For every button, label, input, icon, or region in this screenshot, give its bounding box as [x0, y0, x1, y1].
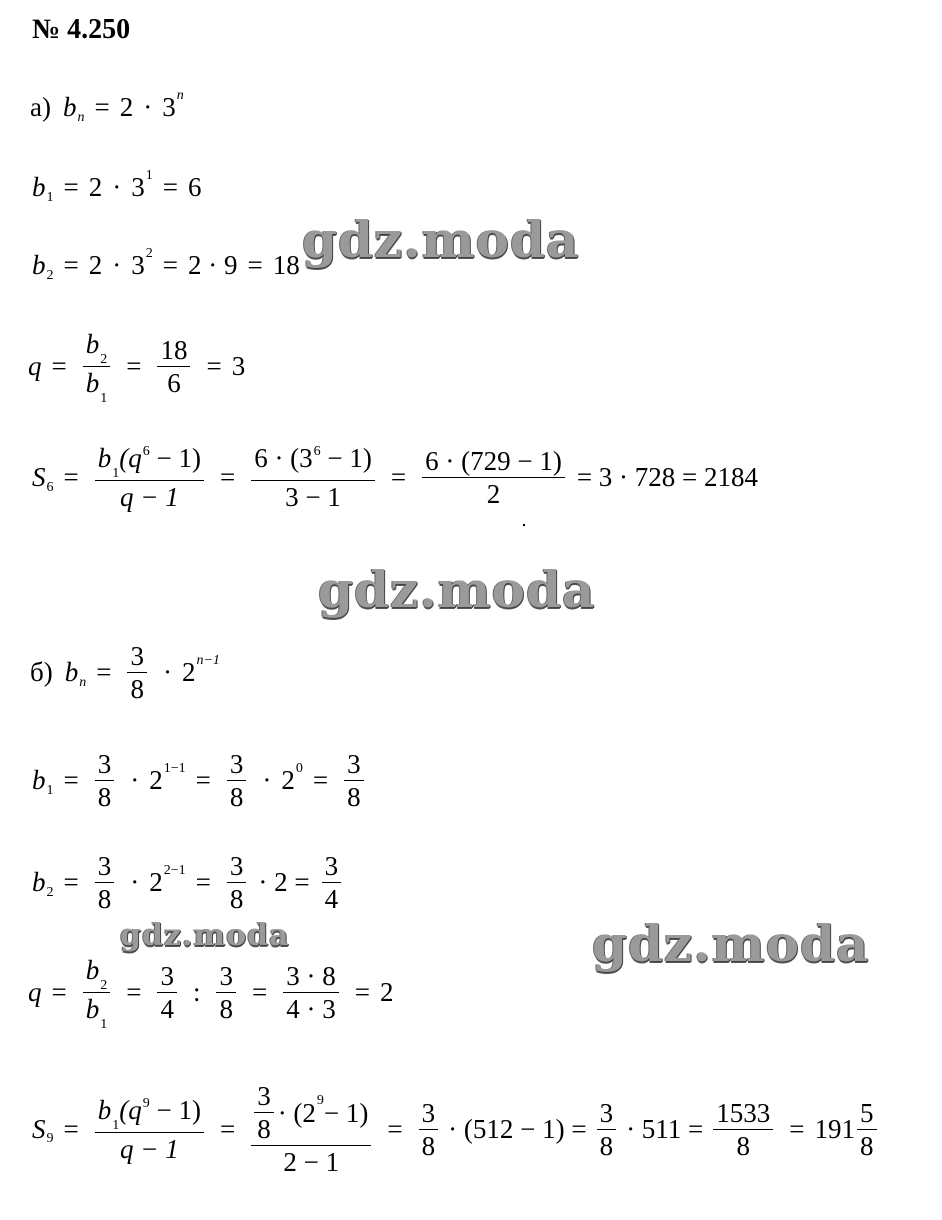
b-symbol: b	[85, 955, 100, 985]
b-symbol: b	[85, 994, 100, 1024]
denominator: 8	[229, 782, 244, 812]
denominator: 8	[130, 674, 144, 704]
tail: · 2 =	[258, 867, 310, 897]
subscript: 1	[100, 1017, 108, 1032]
b-symbol: b	[97, 443, 112, 473]
subscript: 2	[46, 884, 54, 900]
exponent: 2	[145, 245, 153, 261]
exponent: 0	[295, 760, 303, 776]
watermark: gdz.moda	[318, 560, 596, 619]
fraction	[157, 960, 177, 1025]
watermark: gdz.moda	[120, 918, 290, 953]
b-b1: b 1 = $\frac{3}{8}$ · 2 1−1 = $\frac{3}{8}$ · 2 0 = $\frac{3}{8}$	[32, 748, 370, 813]
q-part: (q	[119, 1094, 142, 1125]
b-symbol: b	[32, 867, 46, 897]
numerator: 3	[421, 1097, 436, 1128]
fraction	[216, 960, 236, 1025]
denominator: 4	[160, 994, 174, 1024]
denominator: 8	[97, 782, 112, 812]
denominator: 2	[486, 479, 501, 509]
dot: ·	[143, 92, 153, 122]
tail: − 1)	[149, 1094, 201, 1125]
fraction	[344, 748, 364, 813]
num-pre: 6 · (3	[254, 443, 313, 473]
b-symbol: b	[85, 368, 100, 398]
subscript: 2	[100, 978, 108, 993]
tail-result: = 3 · 728 = 2184	[576, 462, 759, 492]
fraction	[251, 442, 375, 513]
inner-fraction	[254, 1080, 274, 1145]
fraction	[83, 328, 111, 405]
coef: 2	[88, 250, 103, 280]
base: 2	[181, 657, 196, 687]
subscript: 1	[100, 391, 108, 406]
q-part: (q	[119, 443, 142, 473]
subscript: 1	[46, 189, 54, 205]
s-symbol: S	[32, 1113, 46, 1144]
num-end: − 1)	[323, 1097, 369, 1128]
denominator: 4	[324, 884, 339, 914]
numerator: 3	[97, 749, 112, 779]
dot: ·	[112, 172, 122, 202]
tail: · 511 =	[626, 1113, 704, 1144]
b-formula: б) b n = $\frac{3}{8}$ · 2 n−1	[30, 641, 220, 704]
denominator: 2 − 1	[283, 1147, 340, 1177]
a-b1: b 1 = 2 · 3 1 = 6	[32, 167, 202, 205]
problem-number: № 4.250	[32, 14, 131, 45]
stray-dot	[523, 524, 525, 526]
denominator: 6	[167, 368, 181, 398]
subscript: n	[79, 674, 87, 690]
numerator: 3	[324, 851, 339, 881]
dot: ·	[112, 250, 122, 280]
base: 3	[131, 172, 145, 202]
fraction	[227, 748, 247, 813]
tail: · (512 − 1) =	[448, 1113, 587, 1144]
denominator: q − 1	[119, 1133, 179, 1164]
denominator: 8	[347, 782, 361, 812]
numerator: 3	[229, 749, 244, 779]
denominator: 8	[219, 994, 233, 1024]
base: 2	[281, 765, 295, 795]
b-symbol: b	[62, 92, 77, 122]
exponent: 9	[142, 1095, 150, 1111]
subscript: 1	[112, 1117, 120, 1133]
numerator: 3	[229, 851, 244, 881]
fraction	[83, 954, 111, 1031]
fraction	[95, 1094, 204, 1165]
fraction	[597, 1097, 617, 1162]
numerator: 5	[860, 1097, 874, 1128]
fraction	[227, 850, 247, 915]
mixed-number	[815, 1097, 883, 1162]
base: 3	[131, 250, 145, 280]
fraction	[157, 334, 190, 399]
exponent: 1	[145, 167, 153, 183]
subscript: 1	[112, 466, 120, 481]
denominator: 8	[229, 884, 244, 914]
numerator: 3	[160, 961, 174, 991]
fraction	[857, 1097, 877, 1162]
numerator: 1533	[716, 1097, 771, 1128]
num-end: − 1)	[320, 443, 372, 473]
subscript: 1	[46, 782, 54, 798]
denominator: 8	[860, 1130, 874, 1161]
watermark: gdz.moda	[302, 210, 580, 269]
b-b2: b 2 = $\frac{3}{8}$ · 2 2−1 = $\frac{3}{8}$ · 2 = $\frac{3}{4}$	[32, 850, 347, 915]
watermark: gdz.moda	[592, 914, 870, 973]
b-symbol: b	[85, 329, 100, 359]
numerator: 6 · (729 − 1)	[425, 446, 562, 476]
fraction	[283, 960, 339, 1025]
a-q: q = $\frac{b_2}{b_1}$ = $\frac{18}{6}$ = 3	[28, 329, 246, 406]
exponent: 1−1	[163, 760, 186, 776]
fraction	[95, 748, 115, 813]
denominator: 8	[736, 1130, 751, 1161]
numerator: 3	[599, 1097, 614, 1128]
denominator: 8	[599, 1130, 614, 1161]
exponent: n−1	[196, 652, 220, 668]
subscript: 2	[100, 352, 108, 367]
exponent: 6	[313, 444, 321, 459]
base: 3	[162, 92, 176, 122]
s-symbol: S	[32, 462, 46, 492]
whole: 191	[814, 1113, 856, 1144]
fraction	[422, 445, 565, 510]
numerator: 3	[347, 749, 361, 779]
exponent: 2−1	[163, 862, 186, 878]
denominator: 3 − 1	[285, 482, 341, 512]
result: 6	[187, 172, 202, 202]
b-symbol: b	[32, 765, 46, 795]
q-symbol: q	[28, 977, 42, 1007]
coef: 2	[88, 172, 103, 202]
b-symbol: b	[32, 250, 46, 280]
exponent: 6	[142, 444, 150, 459]
exponent: 9	[316, 1092, 324, 1108]
mid: 2 · 9	[187, 250, 238, 280]
subscript: 9	[46, 1131, 54, 1146]
base: 2	[149, 765, 163, 795]
numerator: 3	[130, 641, 144, 671]
numerator: 3	[257, 1081, 271, 1111]
part-b-label: б)	[30, 657, 53, 687]
b-symbol: b	[64, 657, 79, 687]
dot: ·	[162, 657, 172, 687]
denominator: q − 1	[119, 482, 179, 512]
result: 2	[379, 977, 394, 1007]
numerator: 3	[97, 851, 112, 881]
numerator: 18	[160, 335, 188, 365]
b-symbol: b	[97, 1094, 112, 1125]
q-symbol: q	[28, 351, 42, 381]
num-mid: · (2	[277, 1097, 316, 1128]
b-s9: S 9 = $\frac{b_1(q^9 - 1)}{q - 1}$ = $\frac{3}{8}$ · (2 9 − 1) 2 − 1 = $\frac{3}{8}$ · (512 − 1) = $\frac{3}{8}$ · 511 = $\frac{1533}{8}$ = 191 $\frac{5}{8}$	[32, 1080, 883, 1178]
coef: 2	[119, 92, 134, 122]
denominator: 8	[421, 1130, 436, 1161]
result: 3	[231, 351, 246, 381]
fraction	[419, 1097, 439, 1162]
fraction	[95, 442, 204, 513]
subscript: n	[77, 109, 85, 125]
denominator: 4 · 3	[286, 994, 336, 1024]
colon: :	[192, 977, 201, 1007]
fraction	[251, 1080, 371, 1178]
fraction	[127, 640, 147, 705]
fraction	[713, 1097, 773, 1162]
result: 18	[272, 250, 300, 280]
fraction	[322, 850, 342, 915]
part-a-label: а)	[30, 92, 51, 122]
denominator: 8	[97, 884, 112, 914]
numerator: 3 · 8	[286, 961, 336, 991]
subscript: 2	[46, 267, 54, 283]
b-q: q = $\frac{b_2}{b_1}$ = $\frac{3}{4}$ : $\frac{3}{8}$ = $\frac{3 \cdot 8}{4 \cdot 3}$ = 2	[28, 955, 394, 1032]
eq: =	[94, 92, 110, 122]
fraction	[95, 850, 115, 915]
b-symbol: b	[32, 172, 46, 202]
subscript: 6	[46, 479, 54, 495]
denominator: 8	[257, 1114, 271, 1144]
tail: − 1)	[149, 443, 201, 473]
base: 2	[149, 867, 163, 897]
a-b2: b 2 = 2 · 3 2 = 2 · 9 = 18	[32, 245, 300, 283]
a-formula	[30, 87, 184, 125]
a-s6: S 6 = $\frac{b_1(q^6 - 1)}{q - 1}$ = $\frac{6 \cdot (3^6 - 1)}{3 - 1}$ = $\frac{6 \cdot (729 - 1)}{2}$ = 3 · 728 = 2184	[32, 443, 759, 512]
numerator: 3	[219, 961, 233, 991]
exponent: n	[176, 87, 184, 103]
